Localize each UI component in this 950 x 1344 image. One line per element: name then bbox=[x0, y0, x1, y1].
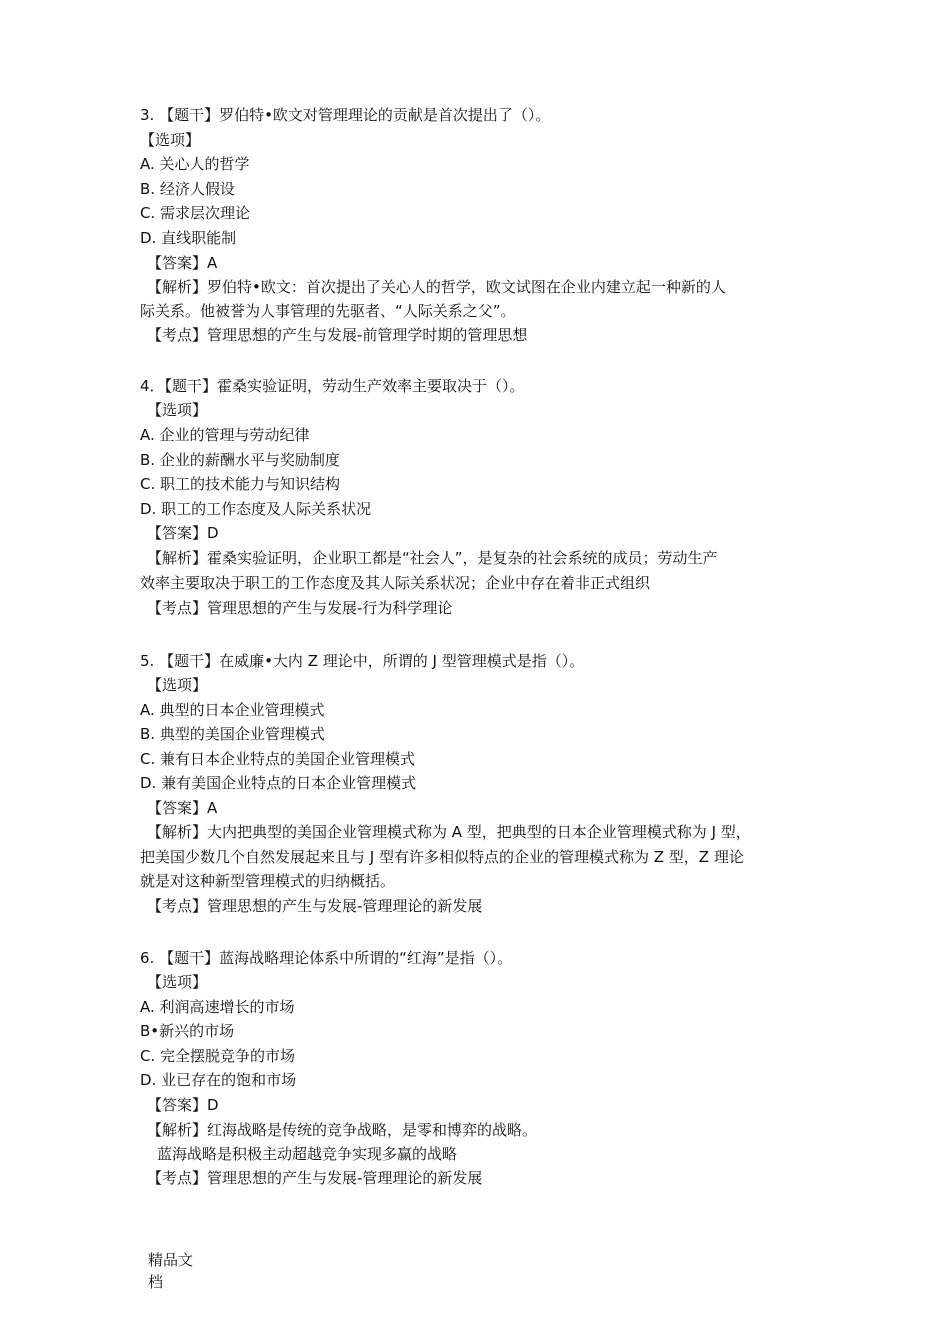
question-6-analysis-line-1: 【解析】红海战略是传统的竞争战略，是零和博弈的战略。 bbox=[147, 1121, 538, 1139]
question-3-stem: 3. 【题干】罗伯特•欧文对管理理论的贡献是首次提出了（）。 bbox=[140, 106, 551, 124]
question-3-option-d: D. 直线职能制 bbox=[140, 229, 237, 247]
question-5-analysis-line-2: 把美国少数几个自然发展起来且与 J 型有许多相似特点的企业的管理模式称为 Z 型，Z 理论 bbox=[140, 848, 744, 866]
question-4-answer: 【答案】D bbox=[147, 524, 219, 542]
question-6-option-d: D. 业已存在的饱和市场 bbox=[140, 1071, 297, 1089]
question-6-answer: 【答案】D bbox=[147, 1096, 219, 1114]
question-5-option-b: B. 典型的美国企业管理模式 bbox=[140, 725, 325, 743]
question-4-point: 【考点】管理思想的产生与发展-行为科学理论 bbox=[147, 599, 453, 617]
question-6-option-b: B•新兴的市场 bbox=[140, 1022, 235, 1040]
question-3-point: 【考点】管理思想的产生与发展-前管理学时期的管理思想 bbox=[147, 326, 528, 344]
question-3-analysis-line-2: 际关系。他被誉为人事管理的先驱者、“人际关系之父”。 bbox=[140, 302, 516, 320]
question-6-option-c: C. 完全摆脱竞争的市场 bbox=[140, 1047, 296, 1065]
question-4-option-d: D. 职工的工作态度及人际关系状况 bbox=[140, 500, 372, 518]
question-3-answer: 【答案】A bbox=[147, 254, 218, 272]
question-5-analysis-line-3: 就是对这种新型管理模式的归纳概括。 bbox=[140, 872, 396, 890]
question-4-option-b: B. 企业的薪酬水平与奖励制度 bbox=[140, 451, 340, 469]
question-6-analysis-line-2: 蓝海战略是积极主动超越竞争实现多赢的战略 bbox=[157, 1145, 458, 1163]
question-5-answer: 【答案】A bbox=[147, 799, 218, 817]
question-4-analysis-line-2: 效率主要取决于职工的工作态度及其人际关系状况；企业中存在着非正式组织 bbox=[140, 574, 651, 592]
question-4-option-c: C. 职工的技术能力与知识结构 bbox=[140, 475, 341, 493]
question-6-stem: 6. 【题干】蓝海战略理论体系中所谓的“红海”是指（）。 bbox=[140, 949, 513, 967]
question-5-stem: 5. 【题干】在威廉•大内 Z 理论中，所谓的 J 型管理模式是指（）。 bbox=[140, 652, 585, 670]
question-6-options-heading: 【选项】 bbox=[147, 973, 208, 991]
question-4-stem: 4．【题干】霍桑实验证明，劳动生产效率主要取决于（）。 bbox=[140, 377, 525, 395]
question-4-analysis-line-1: 【解析】霍桑实验证明，企业职工都是“社会人”，是复杂的社会系统的成员；劳动生产 bbox=[147, 549, 718, 567]
question-3-option-a: A. 关心人的哲学 bbox=[140, 155, 250, 173]
question-3-analysis-line-1: 【解析】罗伯特•欧文：首次提出了关心人的哲学，欧文试图在企业内建立起一种新的人 bbox=[147, 278, 726, 296]
question-5-options-heading: 【选项】 bbox=[147, 676, 208, 694]
question-5-analysis-line-1: 【解析】大内把典型的美国企业管理模式称为 A 型，把典型的日本企业管理模式称为 J 型， bbox=[147, 823, 751, 841]
question-6-point: 【考点】管理思想的产生与发展-管理理论的新发展 bbox=[147, 1169, 483, 1187]
question-3-option-c: C. 需求层次理论 bbox=[140, 204, 251, 222]
question-4-option-a: A. 企业的管理与劳动纪律 bbox=[140, 426, 310, 444]
question-6-option-a: A. 利润高速增长的市场 bbox=[140, 998, 295, 1016]
question-4-options-heading: 【选项】 bbox=[147, 401, 208, 419]
question-5-option-c: C. 兼有日本企业特点的美国企业管理模式 bbox=[140, 750, 416, 768]
question-3-options-heading: 【选项】 bbox=[140, 131, 201, 149]
footer-text-line-2: 档 bbox=[148, 1273, 164, 1291]
footer-text-line-1: 精品文 bbox=[148, 1251, 194, 1269]
question-5-option-a: A. 典型的日本企业管理模式 bbox=[140, 701, 325, 719]
question-5-point: 【考点】管理思想的产生与发展-管理理论的新发展 bbox=[147, 897, 483, 915]
question-5-option-d: D. 兼有美国企业特点的日本企业管理模式 bbox=[140, 774, 417, 792]
question-3-option-b: B. 经济人假设 bbox=[140, 180, 235, 198]
